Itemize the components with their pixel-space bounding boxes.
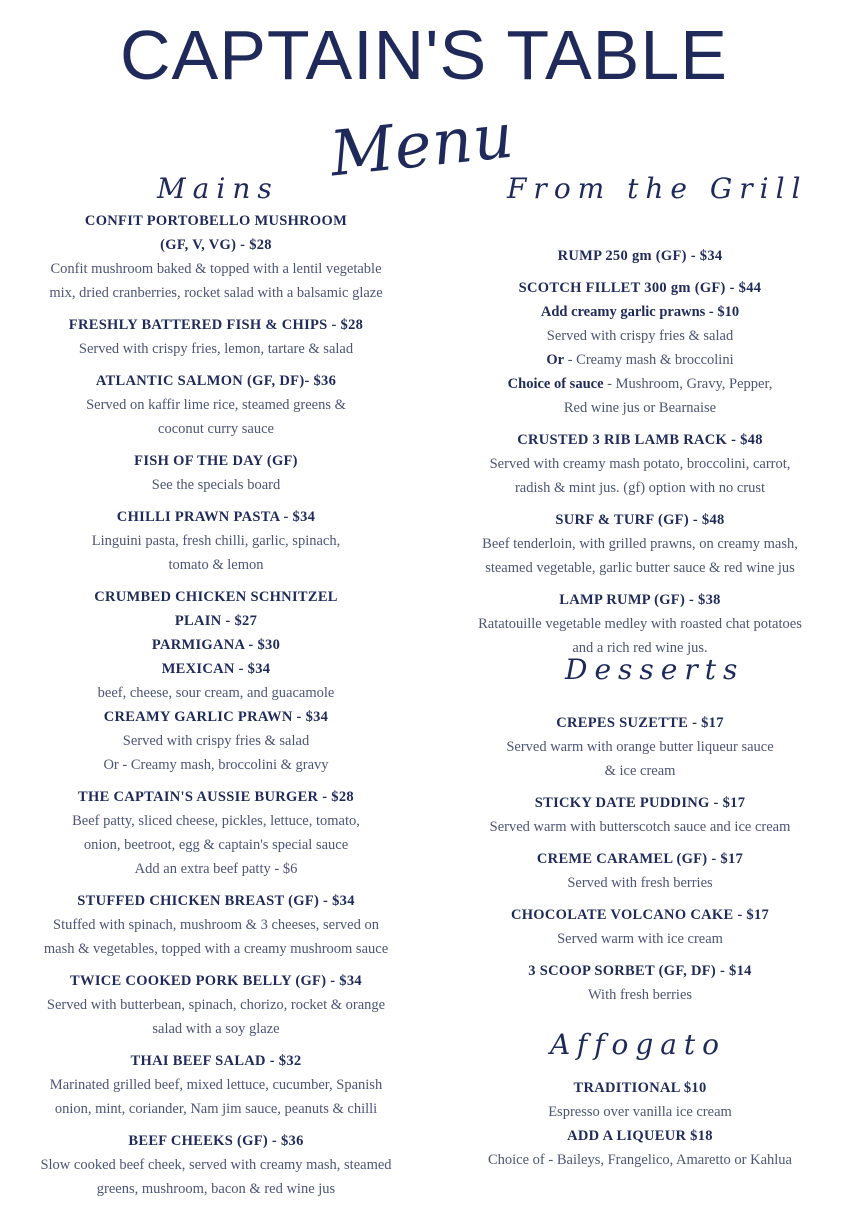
- menu-item: [0, 585, 432, 705]
- menu-item: [0, 705, 432, 777]
- item-name: FISH OF THE DAY (GF): [134, 453, 298, 469]
- item-desc: beef, cheese, sour cream, and guacamole: [97, 685, 335, 701]
- menu-item: [0, 449, 432, 497]
- affogato-heading: Affogato: [550, 1028, 727, 1061]
- item-desc: Or - Creamy mash, broccolini & gravy: [103, 757, 329, 773]
- item-name: RUMP 250 gm (GF) - $34: [557, 248, 723, 264]
- item-desc: tomato & lemon: [168, 557, 264, 573]
- item-name: CRUMBED CHICKEN SCHNITZEL: [94, 589, 338, 605]
- item-name: ATLANTIC SALMON (GF, DF)- $36: [95, 373, 337, 389]
- sauce-text: - Mushroom, Gravy, Pepper,: [603, 376, 773, 392]
- item-desc: mash & vegetables, topped with a creamy mushroom sauce: [43, 941, 389, 957]
- item-desc: Served on kaffir lime rice, steamed greens &: [86, 397, 346, 413]
- mains-column: [0, 209, 432, 1209]
- item-name: TRADITIONAL $10: [573, 1080, 707, 1096]
- menu-item: [432, 244, 848, 268]
- item-name: TWICE COOKED PORK BELLY (GF) - $34: [70, 973, 362, 989]
- item-name: CHOCOLATE VOLCANO CAKE - $17: [510, 907, 770, 923]
- item-desc: salad with a soy glaze: [152, 1021, 280, 1037]
- item-desc: onion, beetroot, egg & captain's special sauce: [83, 837, 349, 853]
- item-name: 3 SCOOP SORBET (GF, DF) - $14: [528, 963, 752, 979]
- item-desc: steamed vegetable, garlic butter sauce & red wine jus: [485, 560, 795, 576]
- item-desc: Stuffed with spinach, mushroom & 3 cheeses, served on: [53, 917, 379, 933]
- item-desc: [432, 348, 848, 372]
- item-name-line2: (GF, V, VG) - $28: [160, 237, 272, 253]
- item-desc: greens, mushroom, bacon & red wine jus: [96, 1181, 336, 1197]
- menu-item: [432, 903, 848, 951]
- item-addon: Add creamy garlic prawns - $10: [540, 304, 740, 320]
- menu-item: [0, 1049, 432, 1121]
- item-desc: Served warm with orange butter liqueur sauce: [506, 739, 774, 755]
- menu-item: [0, 969, 432, 1041]
- item-desc: Served warm with ice cream: [557, 931, 723, 947]
- item-desc: [432, 372, 848, 396]
- item-desc: radish & mint jus. (gf) option with no crust: [514, 480, 766, 496]
- item-desc: Served warm with butterscotch sauce and ice cream: [489, 819, 791, 835]
- item-desc: & ice cream: [604, 763, 676, 779]
- menu-item: [0, 505, 432, 577]
- item-name: STUFFED CHICKEN BREAST (GF) - $34: [77, 893, 355, 909]
- item-desc: Served with creamy mash potato, broccolini, carrot,: [489, 456, 791, 472]
- item-desc: Choice of - Baileys, Frangelico, Amaretto or Kahlua: [487, 1152, 792, 1168]
- item-desc: Served with crispy fries & salad: [546, 328, 734, 344]
- item-desc: Slow cooked beef cheek, served with creamy mash, steamed: [40, 1157, 392, 1173]
- desserts-column: [432, 711, 848, 1015]
- item-name: LAMP RUMP (GF) - $38: [559, 592, 721, 608]
- item-desc: Red wine jus or Bearnaise: [563, 400, 717, 416]
- menu-item: [0, 785, 432, 881]
- menu-item: [0, 313, 432, 361]
- menu-item: [432, 508, 848, 580]
- sauce-label: Choice of sauce: [507, 376, 604, 392]
- item-desc: Espresso over vanilla ice cream: [548, 1104, 732, 1120]
- menu-item: [0, 1129, 432, 1201]
- item-name: SCOTCH FILLET 300 gm (GF) - $44: [518, 280, 762, 296]
- item-name: ADD A LIQUEUR $18: [567, 1128, 713, 1144]
- item-name: CONFIT PORTOBELLO MUSHROOM: [84, 213, 348, 229]
- menu-item: [432, 711, 848, 783]
- desserts-heading: Desserts: [565, 653, 745, 686]
- menu-item: [432, 276, 848, 420]
- item-variant: PARMIGANA - $30: [151, 637, 281, 653]
- item-desc: Served with crispy fries & salad: [122, 733, 310, 749]
- item-desc: Add an extra beef patty - $6: [134, 861, 298, 877]
- item-name: CREME CARAMEL (GF) - $17: [536, 851, 744, 867]
- item-name: THE CAPTAIN'S AUSSIE BURGER - $28: [78, 789, 354, 805]
- grill-heading: From the Grill: [507, 172, 808, 205]
- item-desc: Served with butterbean, spinach, chorizo, rocket & orange: [46, 997, 386, 1013]
- item-desc: mix, dried cranberries, rocket salad with a balsamic glaze: [49, 285, 383, 301]
- item-name: SURF & TURF (GF) - $48: [555, 512, 725, 528]
- item-desc: onion, mint, coriander, Nam jim sauce, peanuts & chilli: [54, 1101, 378, 1117]
- item-desc: Ratatouille vegetable medley with roasted chat potatoes: [478, 616, 802, 632]
- or-label: Or: [546, 352, 565, 368]
- menu-item: [432, 588, 848, 660]
- item-desc: Marinated grilled beef, mixed lettuce, cucumber, Spanish: [49, 1077, 383, 1093]
- grill-column: [432, 244, 848, 668]
- menu-item: [432, 791, 848, 839]
- item-desc: With fresh berries: [587, 987, 693, 1003]
- item-desc: Confit mushroom baked & topped with a lentil vegetable: [50, 261, 382, 277]
- item-name: THAI BEEF SALAD - $32: [130, 1053, 302, 1069]
- item-desc: coconut curry sauce: [158, 421, 274, 437]
- item-variant: MEXICAN - $34: [161, 661, 271, 677]
- menu-item: [0, 369, 432, 441]
- or-text: - Creamy mash & broccolini: [564, 352, 734, 368]
- menu-item: [0, 209, 432, 305]
- item-name: FRESHLY BATTERED FISH & CHIPS - $28: [68, 317, 364, 333]
- item-desc: and a rich red wine jus.: [572, 640, 708, 656]
- item-name: BEEF CHEEKS (GF) - $36: [128, 1133, 304, 1149]
- item-name: CRUSTED 3 RIB LAMB RACK - $48: [517, 432, 763, 448]
- item-desc: Served with fresh berries: [567, 875, 713, 891]
- menu-item: [432, 847, 848, 895]
- menu-item: [432, 959, 848, 1007]
- menu-item: [0, 889, 432, 961]
- item-desc: Served with crispy fries, lemon, tartare & salad: [78, 341, 354, 357]
- item-desc: Beef patty, sliced cheese, pickles, lettuce, tomato,: [72, 813, 360, 829]
- item-variant: PLAIN - $27: [174, 613, 258, 629]
- menu-script-heading: Menu: [326, 98, 518, 191]
- item-name: CHILLI PRAWN PASTA - $34: [116, 509, 316, 525]
- menu-item: [432, 428, 848, 500]
- affogato-column: [432, 1076, 848, 1172]
- item-name: CREAMY GARLIC PRAWN - $34: [103, 709, 329, 725]
- mains-heading: Mains: [157, 172, 279, 205]
- item-desc: See the specials board: [151, 477, 281, 493]
- item-desc: Beef tenderloin, with grilled prawns, on creamy mash,: [482, 536, 798, 552]
- restaurant-title: CAPTAIN'S TABLE: [120, 16, 728, 94]
- item-name: CREPES SUZETTE - $17: [556, 715, 724, 731]
- item-desc: Linguini pasta, fresh chilli, garlic, spinach,: [91, 533, 341, 549]
- item-name: STICKY DATE PUDDING - $17: [534, 795, 746, 811]
